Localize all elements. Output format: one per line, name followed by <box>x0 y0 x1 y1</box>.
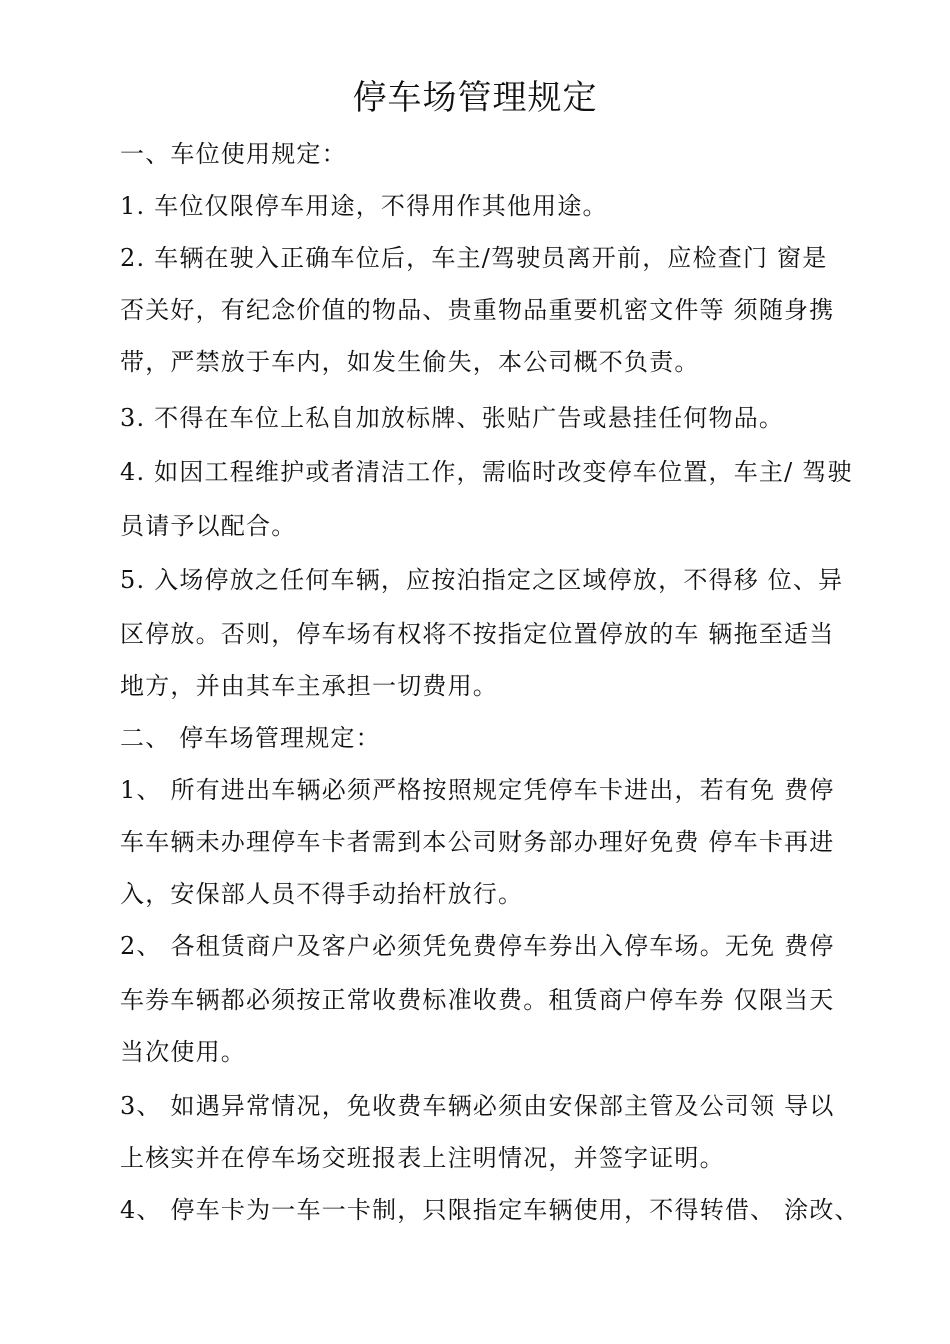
paragraph-line: 3、 如遇异常情况，免收费车辆必须由安保部主管及公司领 导以 <box>120 1092 835 1120</box>
paragraph-line: 车车辆未办理停车卡者需到本公司财务部办理好免费 停车卡再进 <box>120 828 835 856</box>
section-heading-2: 二、 停车场管理规定： <box>120 724 381 752</box>
paragraph-line: 4、 停车卡为一车一卡制，只限指定车辆使用，不得转借、 涂改、 <box>120 1196 860 1224</box>
paragraph-line: 4. 如因工程维护或者清洁工作，需临时改变停车位置，车主/ 驾驶 <box>120 458 853 486</box>
paragraph-line: 入，安保部人员不得手动抬杆放行。 <box>120 880 524 908</box>
paragraph-line: 2. 车辆在驶入正确车位后，车主/驾驶员离开前，应检查门 窗是 <box>120 244 828 272</box>
paragraph-line: 区停放。否则，停车场有权将不按指定位置停放的车 辆拖至适当 <box>120 620 835 648</box>
paragraph-line: 员请予以配合。 <box>120 512 297 540</box>
paragraph-line: 地方，并由其车主承担一切费用。 <box>120 672 498 700</box>
section-heading-1: 一、车位使用规定： <box>120 140 347 168</box>
paragraph-line: 5. 入场停放之任何车辆，应按泊指定之区域停放，不得移 位、异 <box>120 566 844 594</box>
paragraph-line: 带，严禁放于车内，如发生偷失，本公司概不负责。 <box>120 348 700 376</box>
paragraph-line: 1. 车位仅限停车用途，不得用作其他用途。 <box>120 192 608 220</box>
paragraph-line: 车券车辆都必须按正常收费标准收费。租赁商户停车券 仅限当天 <box>120 986 835 1014</box>
document-title: 停车场管理规定 <box>352 78 598 118</box>
paragraph-line: 2、 各租赁商户及客户必须凭免费停车券出入停车场。无免 费停 <box>120 932 835 960</box>
paragraph-line: 否关好，有纪念价值的物品、贵重物品重要机密文件等 须随身携 <box>120 296 835 324</box>
paragraph-line: 当次使用。 <box>120 1038 246 1066</box>
paragraph-line: 3. 不得在车位上私自加放标牌、张贴广告或悬挂任何物品。 <box>120 404 785 432</box>
paragraph-line: 上核实并在停车场交班报表上注明情况，并签字证明。 <box>120 1144 725 1172</box>
paragraph-line: 1、 所有进出车辆必须严格按照规定凭停车卡进出，若有免 费停 <box>120 776 835 804</box>
